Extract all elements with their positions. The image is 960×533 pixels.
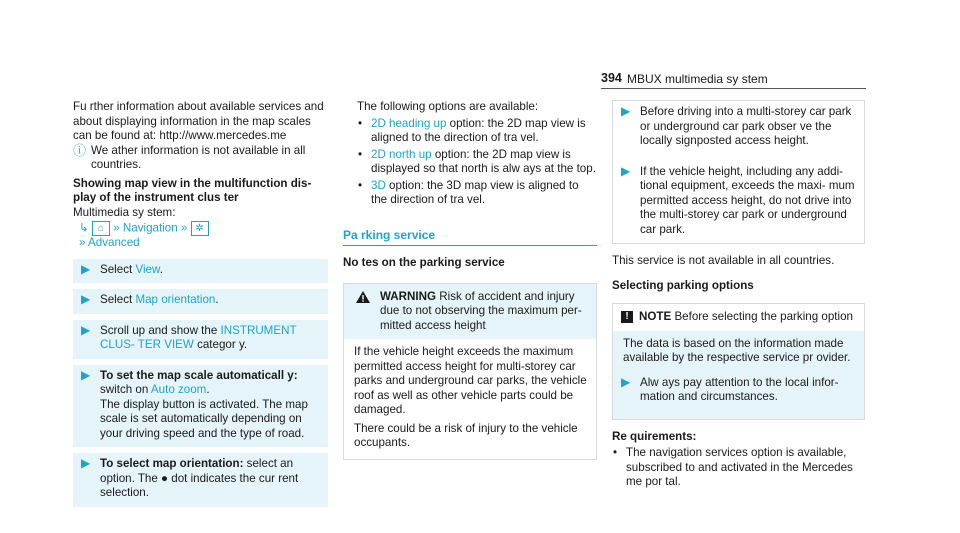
warning-panel	[343, 283, 597, 460]
step-arrow-icon: ▶	[81, 322, 91, 337]
home-icon: ⌂	[92, 221, 110, 236]
availability-text: This service is not available in all countries.	[612, 254, 835, 267]
path-chevron-icon: »	[113, 221, 120, 235]
requirements-list	[598, 446, 865, 490]
note-label: NOTE	[639, 310, 672, 323]
step-arrow-icon: ▶	[81, 367, 91, 382]
step-arrow-icon: ▶	[621, 104, 631, 118]
step-vehicle-height: ▶ If the vehicle height, including any addi‐ tional equipment, exceeds the maxi‐ mum permitted access height, do not drive into the multi-storey car park or underground car park.	[613, 161, 864, 244]
warning-label: WARNING	[380, 289, 437, 303]
path-advanced: Advanced	[88, 236, 140, 250]
options-list	[343, 117, 597, 208]
column-2	[343, 100, 597, 460]
list-item: • The navigation services option is available, subscribed to and activated in the Mercedes me por tal.	[598, 446, 865, 490]
page-number: 394	[601, 71, 622, 85]
weather-note	[73, 144, 328, 173]
requirements-heading: Re quirements:	[612, 429, 697, 443]
step-arrow-icon: ▶	[621, 163, 631, 178]
section-heading-map-view: Showing map view in the multifunction dis‐ play of the instrument clus ter	[73, 176, 312, 204]
link-view: View	[135, 262, 160, 276]
step-arrow-icon: ▶	[81, 261, 91, 276]
link-map-orientation: Map orientation	[135, 293, 216, 307]
column-3	[612, 100, 865, 492]
link-instrument-cluster-view: INSTRUMENT CLUS‐ TER VIEW	[100, 323, 297, 352]
step-arrow-icon: ▶	[81, 456, 91, 471]
note-panel	[612, 303, 865, 420]
running-title: MBUX multimedia sy stem	[627, 72, 768, 86]
page-header	[0, 0, 960, 90]
subheading-parking-notes: No tes on the parking service	[343, 256, 505, 269]
path-navigation: Navigation	[122, 221, 178, 235]
section-heading-parking: Pa rking service	[343, 228, 597, 247]
warning-body: If the vehicle height exceeds the maximum permitted access height for multi-storey car parks and underground car parks, the vehicle roof as well as other vehicle parts could be damaged. There could be a risk of injury to the vehicle occupants.	[354, 345, 587, 449]
info-icon: ⓘ	[73, 142, 87, 158]
gear-icon: ✲	[191, 221, 209, 236]
path-arrow-icon: ↳	[79, 221, 89, 235]
step-observe-height: ▶ Before driving into a multi-storey car park or underground car park obser ve the locally signposted access height.	[613, 101, 864, 155]
path-chevron-icon: »	[180, 221, 188, 235]
step-map-scale: ▶ To set the map scale automaticall y: switch on Auto zoom. The display button is activated. The map scale is set automatically depending on your driving speed and the type of road.	[73, 365, 328, 448]
system-label: Multimedia sy stem:	[73, 205, 176, 219]
warning-triangle-icon	[352, 290, 374, 334]
step-select-view: ▶ Select View.	[73, 259, 328, 284]
column-1	[73, 100, 328, 507]
menu-path	[73, 221, 328, 251]
options-block	[343, 100, 597, 208]
step-instrument-cluster-view: ▶ Scroll up and show the INSTRUMENT CLUS‐ TER VIEW categor y.	[73, 320, 328, 359]
step-arrow-icon: ▶	[621, 374, 631, 389]
step-arrow-icon: ▶	[81, 292, 91, 307]
section-heading-parking-options: Selecting parking options	[612, 278, 754, 292]
note-header: ! NOTE Before selecting the parking option	[613, 304, 864, 331]
list-item: • 2D heading up option: the 2D map view is aligned to the direction of tra vel.	[343, 117, 597, 146]
step-local-info: ▶ Alw ays pay attention to the local infor‐ mation and circumstances.	[621, 374, 839, 403]
header-rule	[601, 88, 866, 89]
list-item: • 3D option: the 3D map view is aligned to the direction of tra vel.	[343, 179, 597, 208]
step-map-orientation: ▶ Select Map orientation.	[73, 289, 328, 314]
link-auto-zoom: Auto zoom	[150, 383, 207, 397]
exclamation-icon: !	[621, 311, 633, 323]
list-item: • 2D north up option: the 2D map view is displayed so that north is alw ays at the top.	[343, 148, 597, 177]
weather-note-text: We ather information is not available in all countries.	[91, 143, 306, 171]
intro-text: Fu rther information about available services and about displaying information in the map scales can be found at: http://www.mercedes.me	[73, 100, 324, 142]
path-chevron-icon: »	[79, 236, 86, 250]
step-select-orientation: ▶ To select map orientation: select an option. The ● dot indicates the cur rent selection.	[73, 453, 328, 507]
options-intro: The following options are available:	[357, 100, 539, 113]
note-body: The data is based on the information made available by the respective service pr ovider. ▶ Alw ays pay attention to the local infor‐ mation and circumstances.	[613, 331, 864, 419]
parking-steps-box	[612, 100, 865, 244]
warning-header: WARNING Risk of accident and injury due to not observing the maximum per‐ mitted access height	[344, 284, 596, 340]
